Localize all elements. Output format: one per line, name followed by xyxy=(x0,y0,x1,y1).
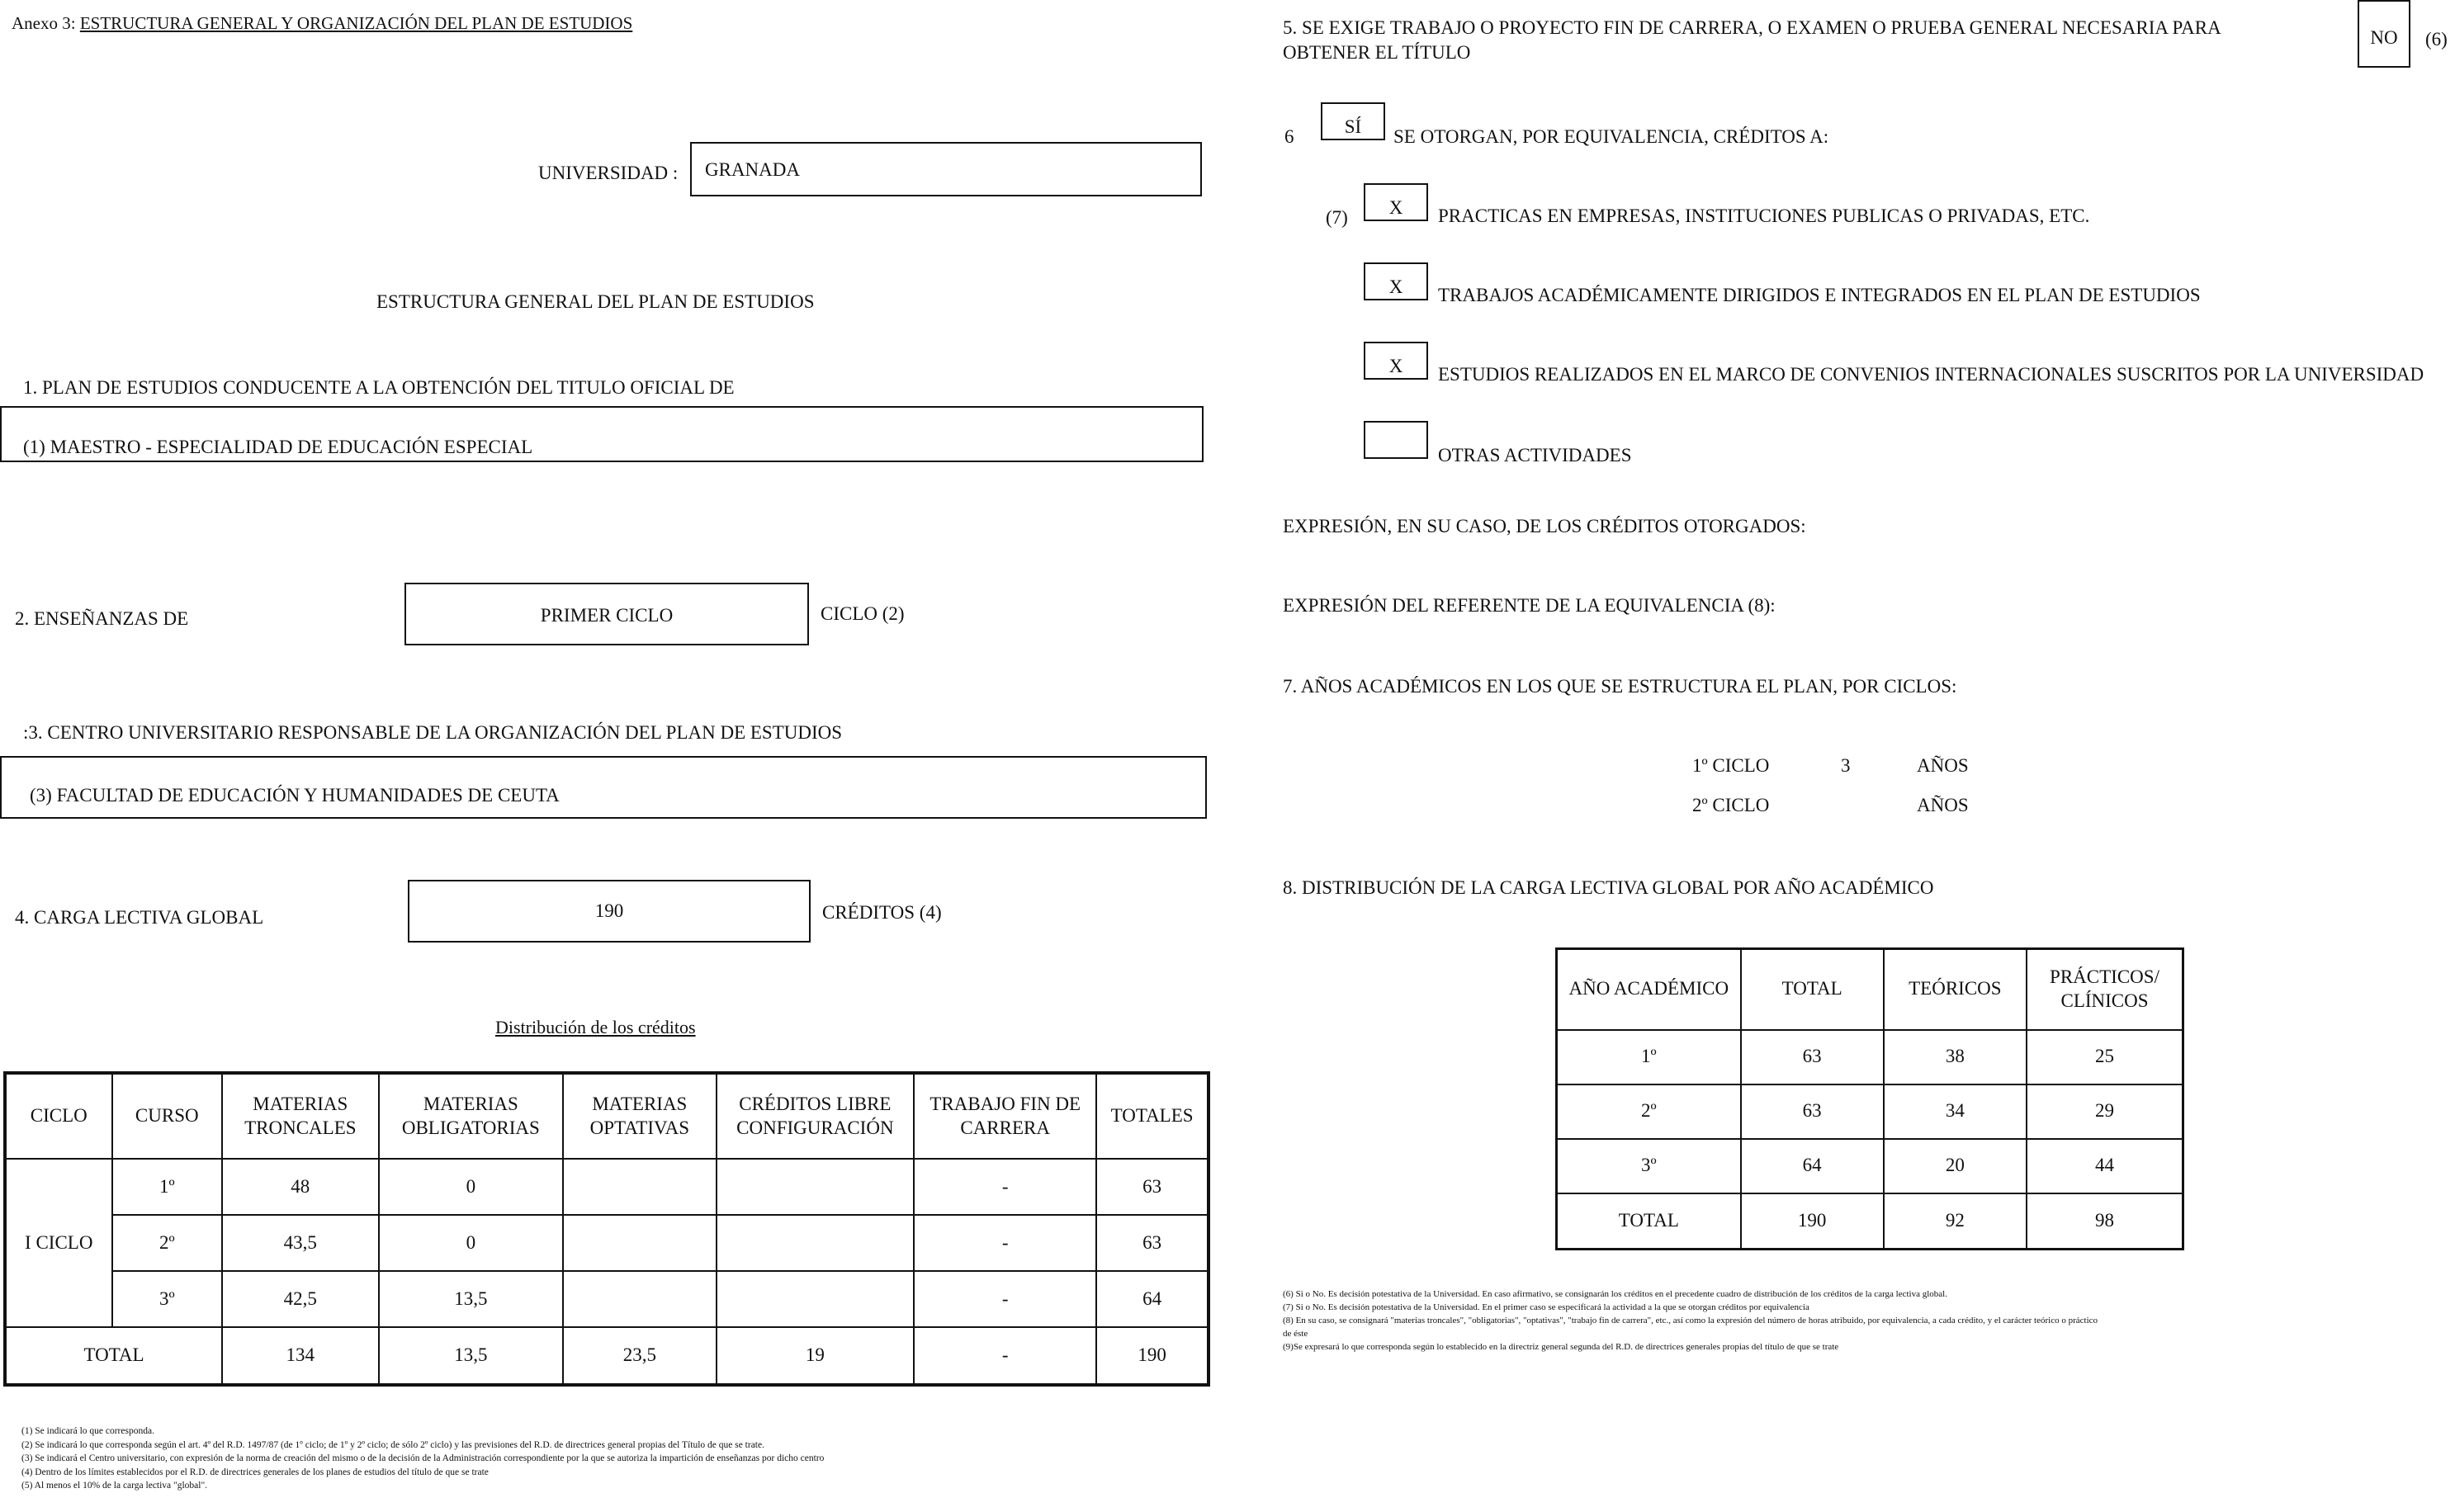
year-cell: 3º xyxy=(1557,1139,1741,1193)
expression-reference: EXPRESIÓN DEL REFERENTE DE LA EQUIVALENCIA (8): xyxy=(1283,595,1776,616)
footnote: (5) Al menos el 10% de la carga lectiva "global". xyxy=(21,1481,208,1491)
section2-field xyxy=(404,583,809,645)
annual-header-row xyxy=(1557,949,2183,1030)
section7-label: 7. AÑOS ACADÉMICOS EN LOS QUE SE ESTRUCTURA EL PLAN, POR CICLOS: xyxy=(1283,676,1957,697)
cycle-1-label: 1º CICLO xyxy=(1692,755,1770,776)
section1-value: (1) MAESTRO - ESPECIALIDAD DE EDUCACIÓN ESPECIAL xyxy=(23,437,533,457)
option-label-trabajos: TRABAJOS ACADÉMICAMENTE DIRIGIDOS E INTEGRADOS EN EL PLAN DE ESTUDIOS xyxy=(1438,285,2201,305)
section6-label: SE OTORGAN, POR EQUIVALENCIA, CRÉDITOS A: xyxy=(1393,126,1829,147)
footnote: (9)Se expresará lo que corresponda según lo establecido en la directriz general segunda del R.D. de directrices generales propias del título de que se trate xyxy=(1283,1342,1839,1352)
option-mark: X xyxy=(1388,197,1403,219)
section4-field xyxy=(408,880,811,943)
footnote: (4) Dentro de los límites establecidos por el R.D. de directrices generales de los planes de estudios del título de que se trate xyxy=(21,1467,489,1477)
troncales-cell: 42,5 xyxy=(222,1271,379,1327)
year-cell: 1º xyxy=(1557,1030,1741,1084)
libre-cell xyxy=(717,1271,915,1327)
teoricos-cell: 34 xyxy=(1884,1084,2027,1139)
cycle-2-label: 2º CICLO xyxy=(1692,795,1770,815)
practicos-cell: 98 xyxy=(2027,1193,2183,1250)
footnote: de éste xyxy=(1283,1329,1308,1339)
optativas-cell xyxy=(563,1159,716,1215)
section6-answer-box xyxy=(1321,102,1385,140)
section5-note: (6) xyxy=(2425,29,2448,50)
practicos-cell: 25 xyxy=(2027,1030,2183,1084)
credits-table-caption: Distribución de los créditos xyxy=(495,1017,696,1037)
header-practicos: PRÁCTICOS/ CLÍNICOS xyxy=(2027,949,2183,1030)
cycle-cell: I CICLO xyxy=(5,1159,112,1327)
section4-label: 4. CARGA LECTIVA GLOBAL xyxy=(15,907,264,928)
header-obligatorias: MATERIAS OBLIGATORIAS xyxy=(379,1073,564,1159)
section1-label: 1. PLAN DE ESTUDIOS CONDUCENTE A LA OBTENCIÓN DEL TITULO OFICIAL DE xyxy=(23,377,735,398)
header-trabajo: TRABAJO FIN DE CARRERA xyxy=(914,1073,1096,1159)
university-label: UNIVERSIDAD : xyxy=(538,163,679,183)
option-checkbox-convenios[interactable] xyxy=(1364,342,1428,380)
troncales-cell: 43,5 xyxy=(222,1215,379,1271)
section3-field xyxy=(0,756,1207,819)
annex-label: Anexo 3: xyxy=(12,13,76,33)
curso-cell: 1º xyxy=(112,1159,223,1215)
total-obligatorias: 13,5 xyxy=(379,1327,564,1385)
table-row xyxy=(5,1215,1209,1271)
option-mark: X xyxy=(1388,356,1403,377)
section1-field xyxy=(0,406,1204,462)
section2-suffix: CICLO (2) xyxy=(821,603,905,624)
section5-value: NO xyxy=(2370,27,2398,48)
total-libre: 19 xyxy=(717,1327,915,1385)
total-label: TOTAL xyxy=(5,1327,222,1385)
expression-credits: EXPRESIÓN, EN SU CASO, DE LOS CRÉDITOS OTORGADOS: xyxy=(1283,516,1806,536)
cycle-1-years: 3 xyxy=(1841,755,1851,776)
table-row xyxy=(1557,1030,2183,1084)
header-libre: CRÉDITOS LIBRE CONFIGURACIÓN xyxy=(717,1073,915,1159)
footnote: (3) Se indicará el Centro universitario, con expresión de la norma de creación del mismo o de la decisión de la Administración correspondiente por la que se autoriza la impartición de enseñanzas por dicho centro xyxy=(21,1453,825,1463)
option-label-convenios: ESTUDIOS REALIZADOS EN EL MARCO DE CONVENIOS INTERNACIONALES SUSCRITOS POR LA UNIVERSIDAD xyxy=(1438,364,2424,385)
footnote: (7) Si o No. Es decisión potestativa de la Universidad. En el primer caso se especificará la actividad a la que se otorgan créditos por equivalencia xyxy=(1283,1302,1809,1312)
section2-label: 2. ENSEÑANZAS DE xyxy=(15,608,189,629)
year-cell: 2º xyxy=(1557,1084,1741,1139)
university-value: GRANADA xyxy=(705,159,800,180)
section5-answer-box xyxy=(2358,0,2410,68)
option-checkbox-practicas[interactable] xyxy=(1364,183,1428,221)
table-row xyxy=(1557,1084,2183,1139)
section4-suffix: CRÉDITOS (4) xyxy=(822,902,942,923)
total-troncales: 134 xyxy=(222,1327,379,1385)
year-cell: TOTAL xyxy=(1557,1193,1741,1250)
credits-header-row xyxy=(5,1073,1209,1159)
section8-label: 8. DISTRIBUCIÓN DE LA CARGA LECTIVA GLOBAL POR AÑO ACADÉMICO xyxy=(1283,877,1934,898)
header-troncales: MATERIAS TRONCALES xyxy=(222,1073,379,1159)
annex-header xyxy=(12,13,632,34)
footnotes-right xyxy=(1283,1288,2098,1354)
section6-number: 6 xyxy=(1284,126,1294,147)
option-checkbox-otras[interactable] xyxy=(1364,421,1428,459)
option-label-otras: OTRAS ACTIVIDADES xyxy=(1438,445,1632,465)
libre-cell xyxy=(717,1159,915,1215)
curso-cell: 2º xyxy=(112,1215,223,1271)
teoricos-cell: 20 xyxy=(1884,1139,2027,1193)
obligatorias-cell: 0 xyxy=(379,1215,564,1271)
trabajo-cell: - xyxy=(914,1159,1096,1215)
credits-table xyxy=(3,1071,1210,1387)
option-label-practicas: PRACTICAS EN EMPRESAS, INSTITUCIONES PUBLICAS O PRIVADAS, ETC. xyxy=(1438,206,2090,226)
section3-value: (3) FACULTAD DE EDUCACIÓN Y HUMANIDADES DE CEUTA xyxy=(30,785,560,806)
structure-title: ESTRUCTURA GENERAL DEL PLAN DE ESTUDIOS xyxy=(376,291,815,312)
obligatorias-cell: 0 xyxy=(379,1159,564,1215)
header-teoricos: TEÓRICOS xyxy=(1884,949,2027,1030)
teoricos-cell: 38 xyxy=(1884,1030,2027,1084)
total-cell: 64 xyxy=(1741,1139,1884,1193)
trabajo-cell: - xyxy=(914,1215,1096,1271)
total-cell: 63 xyxy=(1741,1084,1884,1139)
header-totales: TOTALES xyxy=(1096,1073,1209,1159)
total-row xyxy=(1557,1193,2183,1250)
section5-label-line2: OBTENER EL TÍTULO xyxy=(1283,42,1471,63)
table-row xyxy=(5,1159,1209,1215)
section2-value: PRIMER CICLO xyxy=(540,605,674,626)
footnote: (1) Se indicará lo que corresponda. xyxy=(21,1426,154,1436)
footnote: (2) Se indicará lo que corresponda según el art. 4º del R.D. 1497/87 (de 1º ciclo; de 1º y 2º ciclo; de sólo 2º ciclo) y las previsiones del R.D. de directrices general propias del Título de que se trate. xyxy=(21,1439,764,1450)
total-cell: 63 xyxy=(1741,1030,1884,1084)
total-totales: 190 xyxy=(1096,1327,1209,1385)
annual-load-table xyxy=(1555,947,2184,1250)
practicos-cell: 29 xyxy=(2027,1084,2183,1139)
option-mark: X xyxy=(1388,276,1403,298)
footnotes-left xyxy=(21,1425,824,1493)
cycle-2-unit: AÑOS xyxy=(1917,795,1969,815)
option-checkbox-trabajos[interactable] xyxy=(1364,262,1428,300)
cycle-1-unit: AÑOS xyxy=(1917,755,1969,776)
total-trabajo: - xyxy=(914,1327,1096,1385)
section6-note: (7) xyxy=(1326,207,1348,228)
total-cell: 190 xyxy=(1741,1193,1884,1250)
teoricos-cell: 92 xyxy=(1884,1193,2027,1250)
footnote: (6) Si o No. Es decisión potestativa de la Universidad. En caso afirmativo, se consignarán los créditos en el precedente cuadro de distribución de los créditos de la carga lectiva global. xyxy=(1283,1289,1947,1299)
section3-label: :3. CENTRO UNIVERSITARIO RESPONSABLE DE LA ORGANIZACIÓN DEL PLAN DE ESTUDIOS xyxy=(23,722,843,743)
curso-cell: 3º xyxy=(112,1271,223,1327)
section4-value: 190 xyxy=(594,900,624,921)
section5-label-line1: 5. SE EXIGE TRABAJO O PROYECTO FIN DE CARRERA, O EXAMEN O PRUEBA GENERAL NECESARIA PARA xyxy=(1283,17,2221,38)
section6-value: SÍ xyxy=(1344,116,1362,138)
libre-cell xyxy=(717,1215,915,1271)
table-row xyxy=(5,1271,1209,1327)
header-curso: CURSO xyxy=(112,1073,223,1159)
obligatorias-cell: 13,5 xyxy=(379,1271,564,1327)
optativas-cell xyxy=(563,1215,716,1271)
header-total: TOTAL xyxy=(1741,949,1884,1030)
header-ciclo: CICLO xyxy=(5,1073,112,1159)
practicos-cell: 44 xyxy=(2027,1139,2183,1193)
table-row xyxy=(1557,1139,2183,1193)
page-title: ESTRUCTURA GENERAL Y ORGANIZACIÓN DEL PLAN DE ESTUDIOS xyxy=(79,13,633,33)
trabajo-cell: - xyxy=(914,1271,1096,1327)
university-field xyxy=(690,142,1202,196)
header-year: AÑO ACADÉMICO xyxy=(1557,949,1741,1030)
totales-cell: 63 xyxy=(1096,1215,1209,1271)
total-optativas: 23,5 xyxy=(563,1327,716,1385)
optativas-cell xyxy=(563,1271,716,1327)
header-optativas: MATERIAS OPTATIVAS xyxy=(563,1073,716,1159)
total-row xyxy=(5,1327,1209,1385)
footnote: (8) En su caso, se consignará "materias troncales", "obligatorias", "optativas", "trabajo fin de carrera", etc., así como la expresión del número de horas atribuido, por equivalencia, a cada crédito, y el carácter teórico o práctico xyxy=(1283,1316,2098,1325)
troncales-cell: 48 xyxy=(222,1159,379,1215)
totales-cell: 63 xyxy=(1096,1159,1209,1215)
totales-cell: 64 xyxy=(1096,1271,1209,1327)
